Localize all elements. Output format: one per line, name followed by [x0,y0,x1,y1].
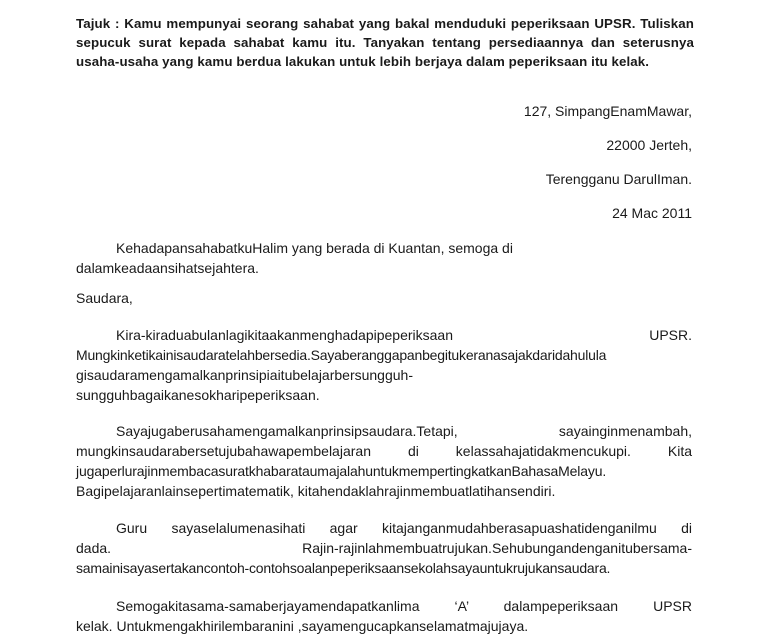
paragraph-1-line-2: Mungkinketikainisaudaratelahbersedia.Sayaberanggapanbegitukeranasajakdaridahulula [76,347,607,363]
paragraph-2-line-1: Sayajugaberusahamengamalkanprinsipsaudara.Tetapi, sayainginmenambah, [116,423,692,439]
paragraph-3 [76,518,692,578]
paragraph-1-line-3: gisaudaramengamalkanprinsipiaitubelajarbersungguh- [76,367,413,383]
salutation-text: Saudara, [76,290,133,306]
greeting [76,238,692,278]
paragraph-1-line-1: Kira-kiraduabulanlagikitaakanmenghadapipeperiksaan UPSR. [116,327,692,343]
paragraph-3-line-3: samainisayasertakancontoh-contohsoalanpeperiksaansekolahsayauntukrujukansaudara. [76,560,611,576]
address-line-1: 127, SimpangEnamMawar, [523,103,692,119]
paragraph-3-line-1: Guru sayaselalumenasihati agar kitajanganmudahberasapuashatidenganilmu di [116,520,692,536]
essay-title: Tajuk : Kamu mempunyai seorang sahabat yang bakal menduduki peperiksaan UPSR. Tuliskan sepucuk surat kepada sahabat kamu itu. Tanyakan tentang persediaannya dan seterusnya usaha-usaha yang kamu berdua lakukan untuk lebih berjaya dalam peperiksaan itu kelak. [76,16,694,69]
greeting-line-2: dalamkeadaansihatsejahtera. [76,260,259,276]
paragraph-3-line-2: dada. Rajin-rajinlahmembuatrujukan.Sehubungandenganitubersama- [76,540,692,556]
greeting-line-1: KehadapansahabatkuHalim yang berada di Kuantan, semoga di [116,240,513,256]
paragraph-4-line-1: Semogakitasama-samaberjayamendapatkanlima ‘A’ dalampeperiksaan UPSR [116,598,692,614]
salutation [76,288,692,308]
paragraph-2-line-2: mungkinsaudarabersetujubahawapembelajaran di kelassahajatidakmencukupi. Kita [76,443,692,459]
address-line-3: Terengganu DarulIman. [545,171,692,187]
letter-date: 24 Mac 2011 [612,205,692,221]
paragraph-4-line-2: kelak. Untukmengakhirilembaranini ,sayamengucapkanselamatmajujaya. [76,618,529,634]
paragraph-1-line-4: sungguhbagaikanesokharipeperiksaan. [76,387,320,403]
paragraph-4 [76,596,692,636]
address-line-2: 22000 Jerteh, [606,137,692,153]
paragraph-2-line-3: jugaperlurajinmembacasuratkhabarataumajalahuntukmempertingkatkanBahasaMelayu. [76,463,607,479]
paragraph-2-line-4: Bagipelajaranlainsepertimatematik, kitahendaklahrajinmembuatlatihansendiri. [76,483,556,499]
paragraph-2 [76,421,692,501]
paragraph-1 [76,325,692,405]
